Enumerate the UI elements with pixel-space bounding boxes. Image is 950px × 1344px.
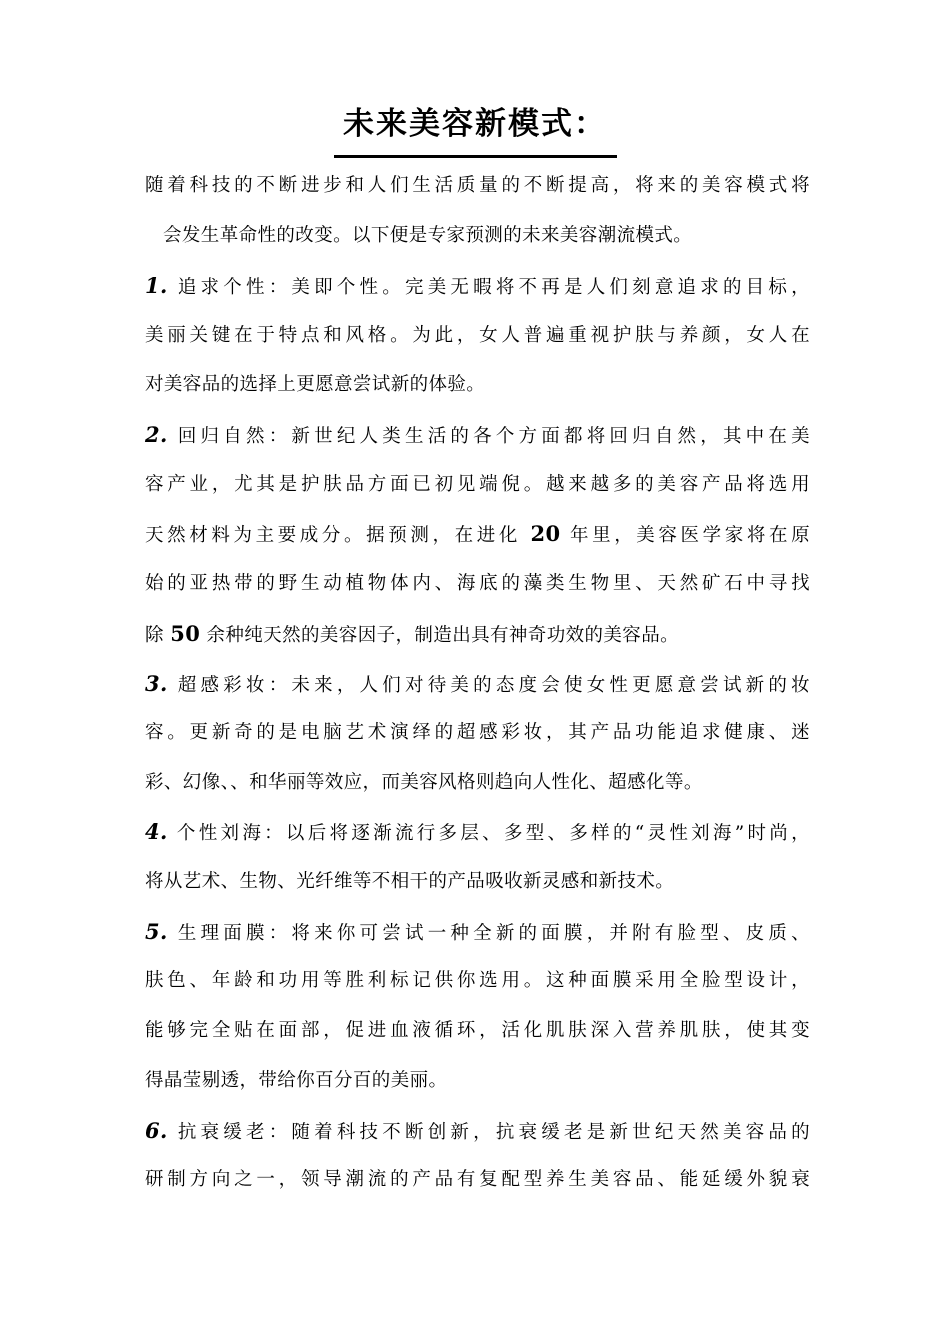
section-2-line-1 [145,420,810,452]
section-4-line-2: 将从艺术、生物、光纤维等不相干的产品吸收新灵感和新技术。 [145,871,675,892]
section-6-number: 6. [145,1118,168,1143]
section-2-line-2: 容产业，尤其是护肤品方面已初见端倪。越来越多的美容产品将选用 [145,474,810,495]
section-4-line-1 [145,817,810,849]
intro-line-1: 随着科技的不断进步和人们生活质量的不断提高，将来的美容模式将 [145,175,810,196]
section-5-number: 5. [145,919,168,944]
page-title: 未来美容新模式： [343,106,607,142]
section-6-text: 抗衰缓老：随着科技不断创新，抗衰缓老是新世纪天然美容品的 [177,1122,811,1143]
section-5-text: 生理面膜：将来你可尝试一种全新的面膜，并附有脸型、皮质、 [177,923,811,944]
section-5-line-4: 得晶莹剔透，带给你百分百的美丽。 [145,1070,448,1091]
section-1-line-3: 对美容品的选择上更愿意尝试新的体验。 [145,374,486,395]
section-3-line-3: 彩、幻像、、和华丽等效应，而美容风格则趋向人性化、超感化等。 [145,772,703,793]
section-3-number: 3. [145,671,168,696]
intro-line-2: 会发生革命性的改变。以下便是专家预测的未来美容潮流模式。 [163,225,693,246]
numeral: 50 [170,621,201,646]
section-5-line-2: 肤色、年龄和功用等胜利标记供你选用。这种面膜采用全脸型设计， [145,970,810,991]
section-5-line-3: 能够完全贴在面部，促进血液循环，活化肌肤深入营养肌肤，使其变 [145,1020,810,1041]
section-6-line-2: 研制方向之一，领导潮流的产品有复配型养生美容品、能延缓外貌衰 [145,1169,810,1190]
section-2-line-3: 天然材料为主要成分。据预测，在进化 20 年里，美容医学家将在原 [145,521,810,546]
section-5-line-1 [145,917,810,949]
section-1-line-2: 美丽关键在于特点和风格。为此，女人普遍重视护肤与养颜，女人在 [145,325,810,346]
section-1-text: 追求个性：美即个性。完美无暇将不再是人们刻意追求的目标， [177,277,811,298]
section-4-number: 4. [145,819,168,844]
section-2-line-4: 始的亚热带的野生动植物体内、海底的藻类生物里、天然矿石中寻找 [145,573,810,594]
section-2-number: 2. [145,422,168,447]
section-1-number: 1. [145,273,168,298]
section-1-line-1 [145,271,810,303]
section-2-line-5: 除 50 余种纯天然的美容因子，制造出具有神奇功效的美容品。 [145,621,680,646]
numeral: 20 [530,521,561,546]
section-3-text: 超感彩妆：未来，人们对待美的态度会使女性更愿意尝试新的妆 [177,675,811,696]
section-3-line-2: 容。更新奇的是电脑艺术演绎的超感彩妆，其产品功能追求健康、迷 [145,722,810,743]
section-4-text: 个性刘海：以后将逐渐流行多层、多型、多样的“灵性刘海”时尚， [176,823,811,844]
section-3-line-1 [145,669,810,701]
section-2-text: 回归自然：新世纪人类生活的各个方面都将回归自然，其中在美 [177,426,811,447]
section-6-line-1 [145,1116,810,1148]
title-underline [334,155,617,158]
